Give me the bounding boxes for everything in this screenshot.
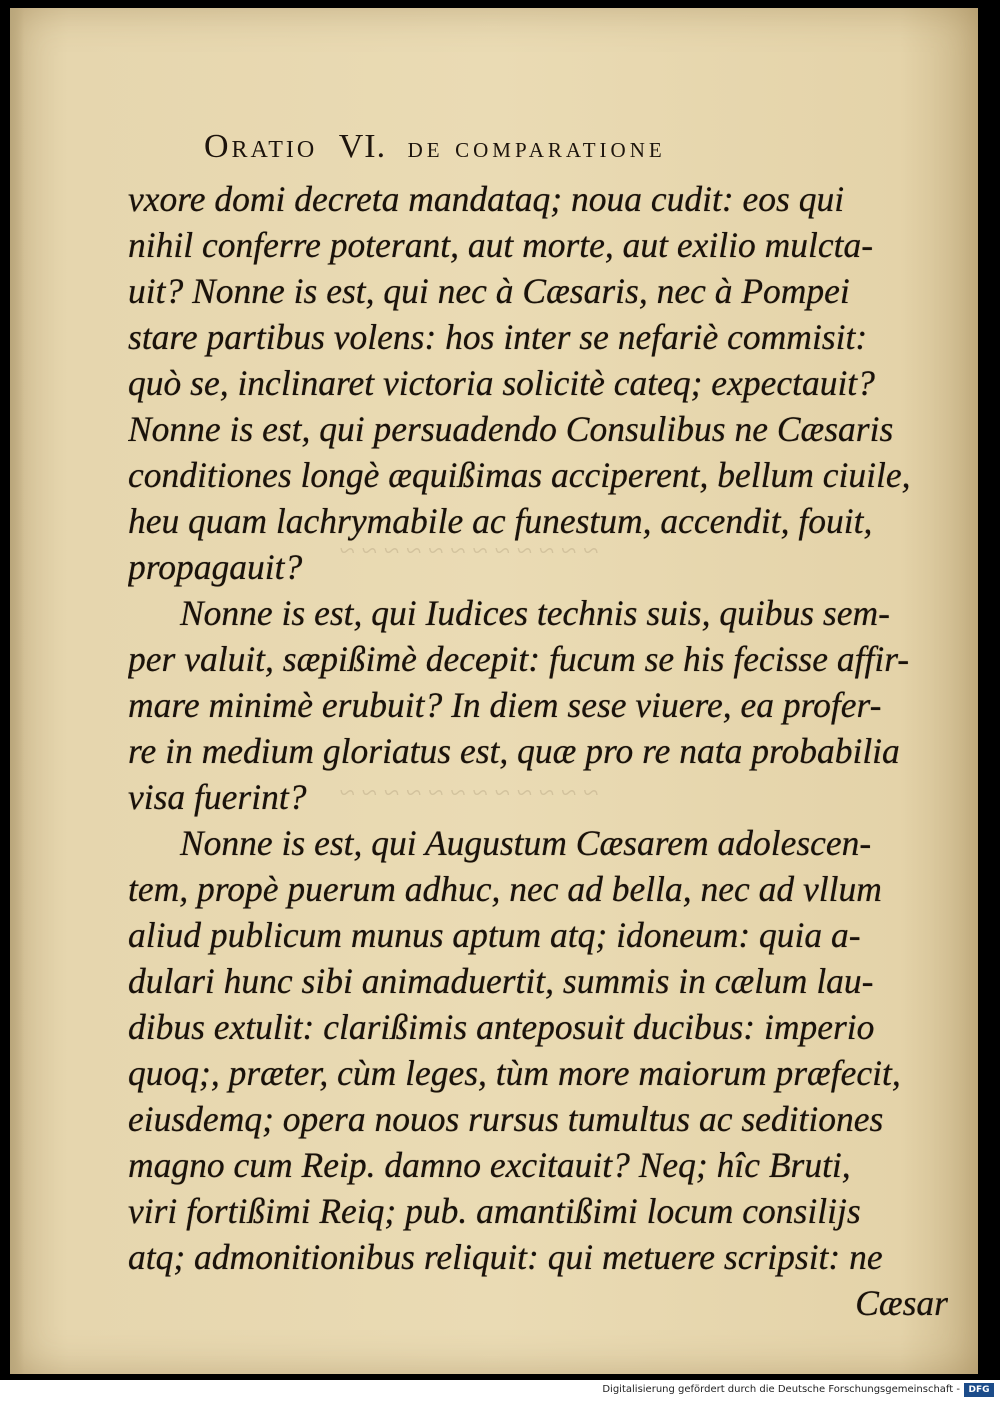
- footer-bar: [0, 1380, 1000, 1401]
- text-line-paragraph-start: Nonne is est, qui Iudices technis suis, quibus sem-: [180, 593, 890, 633]
- text-line: propagauit?: [128, 547, 303, 587]
- book-page: [10, 8, 978, 1374]
- catchword: Cæsar: [855, 1283, 948, 1323]
- show-through-text: ~ ~ ~ ~ ~ ~ ~ ~ ~ ~ ~ ~: [340, 536, 599, 567]
- running-header: [204, 128, 844, 178]
- page-edge-shadow: [10, 8, 24, 1374]
- text-line: viri fortißimi Reiq; pub. amantißimi locum consilijs: [128, 1191, 861, 1231]
- text-line: vxore domi decreta mandataq; noua cudit: eos qui: [128, 179, 845, 219]
- text-line: dibus extulit: clarißimis anteposuit ducibus: imperio: [128, 1007, 875, 1047]
- text-line: visa fuerint?: [128, 777, 307, 817]
- header-subject: de comparatione: [407, 131, 666, 164]
- text-line: re in medium gloriatus est, quæ pro re nata probabilia: [128, 731, 900, 771]
- dfg-logo: DFG: [964, 1383, 994, 1397]
- text-line: nihil conferre poterant, aut morte, aut exilio mulcta-: [128, 225, 874, 265]
- text-line: mare minimè erubuit? In diem sese viuere, ea profer-: [128, 685, 882, 725]
- body-text: [128, 176, 948, 1326]
- text-line: atq; admonitionibus reliquit: qui metuere scripsit: ne: [128, 1237, 883, 1277]
- funding-credit: Digitalisierung gefördert durch die Deutsche Forschungsgemeinschaft -: [602, 1384, 960, 1395]
- text-line: heu quam lachrymabile ac funestum, accendit, fouit,: [128, 501, 873, 541]
- text-line: quò se, inclinaret victoria solicitè cateq; expectauit?: [128, 363, 875, 403]
- text-line: quoq;, præter, cùm leges, tùm more maiorum præfecit,: [128, 1053, 901, 1093]
- text-line-paragraph-start: Nonne is est, qui Augustum Cæsarem adolescen-: [180, 823, 872, 863]
- text-line: Nonne is est, qui persuadendo Consulibus ne Cæsaris: [128, 409, 894, 449]
- text-line: tem, propè puerum adhuc, nec ad bella, nec ad vllum: [128, 869, 882, 909]
- show-through-text: ~ ~ ~ ~ ~ ~ ~ ~ ~ ~ ~ ~: [340, 778, 599, 809]
- text-line: stare partibus volens: hos inter se nefariè commisit:: [128, 317, 868, 357]
- text-line: per valuit, sæpißimè decepit: fucum se his fecisse affir-: [128, 639, 910, 679]
- text-line: magno cum Reip. damno excitauit? Neq; hîc Bruti,: [128, 1145, 851, 1185]
- text-line: uit? Nonne is est, qui nec à Cæsaris, nec à Pompei: [128, 271, 850, 311]
- header-oratio: Oratio: [204, 128, 318, 165]
- text-line: conditiones longè æquißimas acciperent, bellum ciuile,: [128, 455, 911, 495]
- text-line: dulari hunc sibi animaduertit, summis in cælum lau-: [128, 961, 874, 1001]
- text-line: eiusdemq; opera nouos rursus tumultus ac seditiones: [128, 1099, 884, 1139]
- header-number: VI.: [338, 128, 387, 165]
- text-line: aliud publicum munus aptum atq; idoneum: quia a-: [128, 915, 861, 955]
